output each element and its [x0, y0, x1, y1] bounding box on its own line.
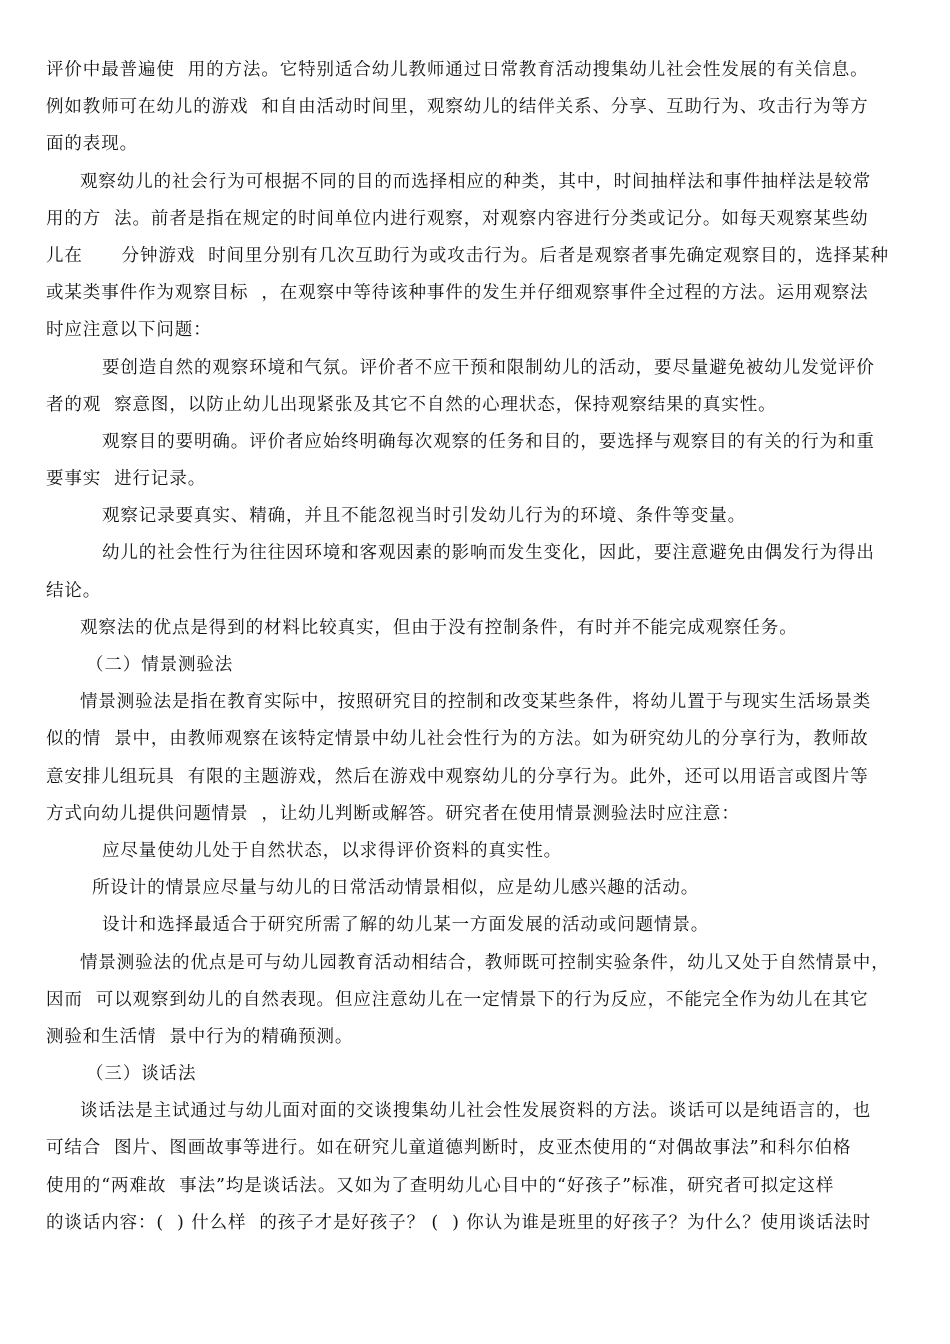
paragraph-start: 情景测验法的优点是可与幼儿园教育活动相结合，教师既可控制实验条件，幼儿又处于自然情景中， [80, 952, 890, 973]
text-line: 意安排儿组玩具 有限的主题游戏，然后在游戏中观察幼儿的分享行为。此外，还可以用语言或图片等 [46, 766, 869, 787]
paragraph-start: 谈话法是主试通过与幼儿面对面的交谈搜集幼儿社会性发展资料的方法。谈话可以是纯语言的，也 [80, 1101, 872, 1122]
list-item: 观察记录要真实、精确，并且不能忽视当时引发幼儿行为的环境、条件等变量。 [102, 506, 746, 527]
paragraph-start: 情景测验法是指在教育实际中，按照研究目的控制和改变某些条件，将幼儿置于与现实生活场景类 [80, 692, 872, 713]
list-item: 设计和选择最适合于研究所需了解的幼儿某一方面发展的活动或问题情景。 [102, 915, 710, 936]
text-line: 评价中最普遍使 用的方法。它特别适合幼儿教师通过日常教育活动搜集幼儿社会性发展的有关信息。 [46, 60, 869, 80]
list-item: 观察目的要明确。评价者应始终明确每次观察的任务和目的，要选择与观察目的有关的行为和重 [102, 431, 875, 452]
text-line: 儿在 分钟游戏 时间里分别有几次互助行为或攻击行为。后者是观察者事先确定观察目的，选择某种 [46, 245, 889, 266]
paragraph-start: 观察法的优点是得到的材料比较真实，但由于没有控制条件，有时并不能完成观察任务。 [80, 617, 798, 638]
text-line: 因而 可以观察到幼儿的自然表现。但应注意幼儿在一定情景下的行为反应，不能完全作为幼儿在其它 [46, 989, 869, 1010]
text-line: 使用的“两难故 事法”均是谈话法。又如为了查明幼儿心目中的“好孩子”标准，研究者可拟定这样 [46, 1175, 835, 1196]
list-item: 应尽量使幼儿处于自然状态，以求得评价资料的真实性。 [102, 840, 562, 861]
text-line: 结论。 [46, 580, 102, 601]
text-line: 的谈话内容：( ) 什么样 的孩子才是好孩子？ ( ) 你认为谁是班里的好孩子？为什么？使用谈话法时 [46, 1212, 872, 1233]
text-line: 者的观 察意图，以防止幼儿出现紧张及其它不自然的心理状态，保持观察结果的真实性。 [46, 394, 777, 415]
list-item: 所设计的情景应尽量与幼儿的日常活动情景相似，应是幼儿感兴趣的活动。 [92, 878, 700, 899]
text-line: 面的表现。 [46, 134, 138, 155]
paragraph-start: 观察幼儿的社会行为可根据不同的目的而选择相应的种类，其中，时间抽样法和事件抽样法是较常 [80, 171, 872, 192]
section-heading: （三）谈话法 [86, 1064, 197, 1085]
text-line: 测验和生活情 景中行为的精确预测。 [46, 1026, 354, 1047]
text-line: 可结合 图片、图画故事等进行。如在研究儿童道德判断时，皮亚杰使用的“对偶故事法”和科尔伯格 [46, 1138, 852, 1159]
list-item: 幼儿的社会性行为往往因环境和客观因素的影响而发生变化，因此，要注意避免由偶发行为得出 [102, 543, 875, 564]
text-line: 例如教师可在幼儿的游戏 和自由活动时间里，观察幼儿的结伴关系、分享、互助行为、攻击行为等方 [46, 97, 869, 118]
document-page [46, 52, 908, 1242]
text-line: 要事实 进行记录。 [46, 469, 207, 490]
text-line: 似的情 景中，由教师观察在该特定情景中幼儿社会性行为的方法。如为研究幼儿的分享行为，教师故 [46, 729, 869, 750]
list-item: 要创造自然的观察环境和气氛。评价者不应干预和限制幼儿的活动，要尽量避免被幼儿发觉评价 [102, 357, 875, 378]
text-line: 时应注意以下问题： [46, 320, 212, 341]
section-heading: （二）情景测验法 [86, 655, 234, 675]
text-line: 方式向幼儿提供问题情景 ，让幼儿判断或解答。研究者在使用情景测验法时应注意： [46, 803, 740, 824]
text-line: 或某类事件作为观察目标 ，在观察中等待该种事件的发生并仔细观察事件全过程的方法。运用观察法 [46, 283, 869, 304]
text-line: 用的方 法。前者是指在规定的时间单位内进行观察，对观察内容进行分类或记分。如每天观察某些幼 [46, 208, 869, 229]
